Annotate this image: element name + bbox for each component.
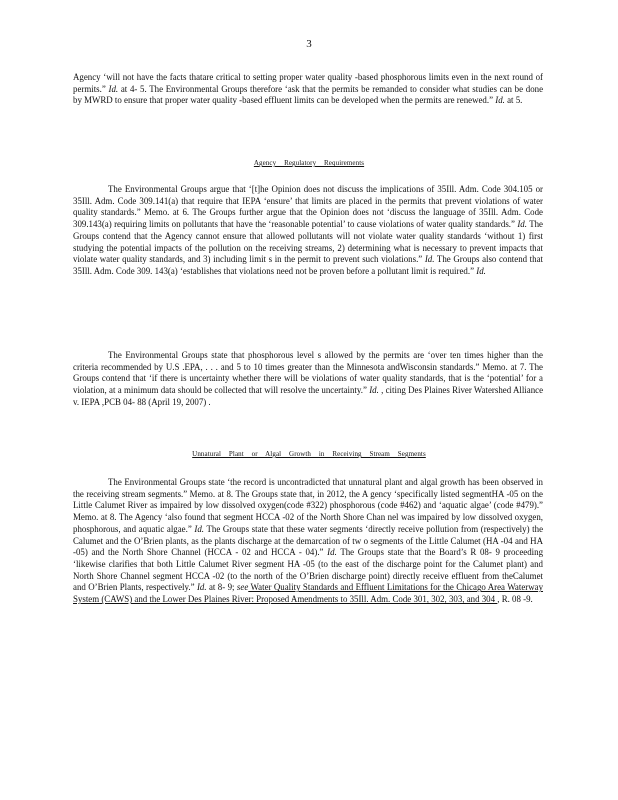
citation-id: Id. [424, 254, 435, 265]
paragraph-text: The Environmental Groups argue that ‘[t]he Opinion does not discuss the implications of 35Ill. Adm. Code 304.105 or 35Ill. Adm. Code 309.141(a) that require that IEPA ‘ensure’ that limits are placed in the permits that prevent violations of water quality standards.” Memo. at 6. The Groups further argue that the Opinion does not ‘discuss the language of 35Ill. Adm. Code 309.143(a) requiring limits on pollutants that have the ‘reasonable potential’ to cause violations of water quality standards.” [73, 184, 543, 230]
heading-text: Agency Regulatory Requirements [253, 159, 365, 167]
citation-id: Id. [194, 523, 205, 534]
section-heading-algal-growth [0, 450, 618, 459]
citation-id: Id. [495, 95, 505, 106]
citation-id: Id. [517, 219, 527, 230]
paragraph-text: at 5. [504, 95, 523, 106]
heading-text: Unnatural Plant or Algal Growth in Receiving Stream Segments [192, 450, 426, 458]
paragraph-text: Agency ‘will not have the facts thatare critical to setting proper water quality -based phosphorous limits even in the next round of permits.” [73, 72, 543, 94]
page-number: 3 [306, 38, 312, 50]
citation-id: Id. [369, 385, 379, 396]
citation-see: see [236, 582, 249, 593]
paragraph-text: The Groups contend that the Agency cannot ensure that allowed pollutants will not violate water quality standards ‘without 1) first studying the potential impacts of the pollution on the receiving streams, 2) determining what is necessary to prevent impacts that violate water quality standards, and 3) including limit s in the permit to prevent such violations.” [73, 219, 543, 265]
paragraph-text: at 4- 5. The Environmental Groups therefore ‘ask that the permits be remanded to consider what studies can be done by MWRD to ensure that proper water quality -based effluent limits can be developed when the permits are renewed.” [73, 83, 544, 106]
paragraph-algal-growth [73, 477, 543, 606]
paragraph-text: , citing Des Plaines River Watershed Alliance v. IEPA ,PCB 04- 88 (April 19, 2007) . [73, 385, 544, 407]
citation-id: Id. [108, 83, 119, 94]
citation-id: Id. [327, 547, 337, 558]
citation-id: Id. [196, 582, 207, 593]
paragraph-text: , R. 08 -9. [497, 594, 533, 605]
paragraph-phosphorous-levels [73, 350, 543, 409]
paragraph-text: The Groups state that the Board’s R 08- 9 proceeding ‘likewise clarifies that both Little Calumet River segment HA -05 (to the east of the discharge point for the Calumet plant) and North Shore Channel segment HCCA -02 (to the north of the O’Brien discharge point) directly receive effluent from theCalumet and O’Brien Plants, respectively.” [73, 547, 544, 593]
referenced-proceeding-title: Water Quality Standards and Effluent Limitations for the Chicago Area Waterway System (CAWS) and the Lower Des Plaines River: Proposed Amendments to 35Ill. Adm. Code 301, 302, 303, and 304 [73, 582, 544, 605]
paragraph-opinion-implications [73, 184, 543, 278]
paragraph-text: The Groups state that these water segments ‘directly receive pollution from (respectively) the Calumet and the O’Brien plants, as the plants discharge at the demarcation of tw o segments of the Little Calumet (HA -04 and HA -05) and the North Shore Channel (HCCA - 02 and HCCA - 04).” [73, 523, 544, 558]
paragraph-text: The Environmental Groups state ‘the record is uncontradicted that unnatural plant and algal growth has been observed in the receiving stream segments.” Memo. at 8. The Groups state that, in 2012, the A gency ‘specifically listed segmentHA -05 on the Little Calumet River as impaired by low dissolved oxygen(code #322) phosphorous (code #462) and ‘aquatic algae’ (code #479).” Memo. at 8. The Agency ‘also found that segment HCCA -02 of the North Shore Chan nel was impaired by low dissolved oxygen, phosphorous, and aquatic algae.” [73, 477, 543, 534]
paragraph-text: The Groups also contend that 35Ill. Adm. Code 309. 143(a) ‘establishes that violations need not be proven before a pollutant limit is required.” [73, 254, 543, 276]
paragraph-text: at 8- 9; [206, 582, 237, 593]
paragraph-agency-facts [73, 72, 543, 107]
citation-id: Id. [476, 265, 486, 276]
paragraph-text: The Environmental Groups state that phosphorous level s allowed by the permits are ‘over ten times higher than the criteria recommended by U.S .EPA, . . . and 5 to 10 times greater than the Minnesota andWisconsin standards.” Memo. at 7. The Groups contend that ‘if there is uncertainty whether there will be violations of water quality standards, that is the ‘potential’ for a violation, at a minimum data should be collected that will resolve the uncertainty.” [73, 350, 543, 396]
section-heading-agency-requirements [0, 159, 618, 168]
